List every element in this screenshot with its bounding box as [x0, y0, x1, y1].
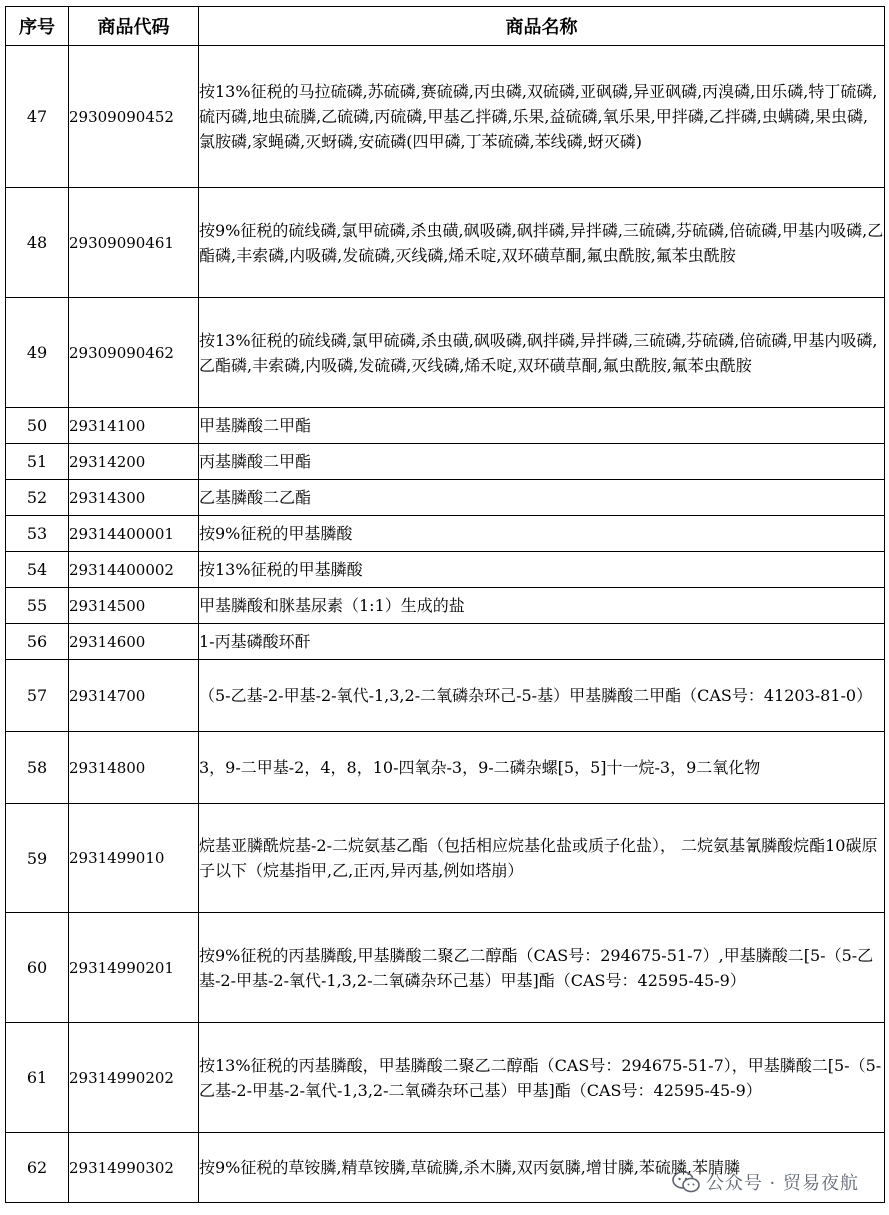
seq-cell: 58 — [6, 732, 69, 804]
name-cell: 甲基膦酸和脒基尿素（1:1）生成的盐 — [199, 588, 885, 624]
name-cell: 按9%征税的甲基膦酸 — [199, 516, 885, 552]
code-cell: 2931499010 — [69, 804, 199, 913]
name-cell: 按9%征税的草铵膦,精草铵膦,草硫膦,杀木膦,双丙氨膦,增甘膦,苯硫膦,苯腈膦 — [199, 1133, 885, 1203]
seq-cell: 50 — [6, 408, 69, 444]
table-row — [6, 624, 885, 660]
code-cell: 29314700 — [69, 660, 199, 732]
name-cell: 1-丙基磷酸环酐 — [199, 624, 885, 660]
watermark — [672, 1169, 859, 1195]
header-name: 商品名称 — [199, 7, 885, 46]
table-row — [6, 516, 885, 552]
name-cell: 甲基膦酸二甲酯 — [199, 408, 885, 444]
seq-cell: 49 — [6, 298, 69, 408]
name-cell: 按13%征税的硫线磷,氯甲硫磷,杀虫磺,砜吸磷,砜拌磷,异拌磷,三硫磷,芬硫磷,倍硫磷,甲基内吸磷,乙酯磷,丰索磷,内吸磷,发硫磷,灭线磷,烯禾啶,双环磺草酮,氟虫酰胺,氟苯虫酰胺 — [199, 298, 885, 408]
watermark-text: 公众号 · 贸易夜航 — [705, 1173, 859, 1194]
table-row — [6, 1023, 885, 1133]
table-row — [6, 46, 885, 188]
name-cell: 烷基亚膦酰烷基-2-二烷氨基乙酯（包括相应烷基化盐或质子化盐）， 二烷氨基氰膦酸烷酯10碳原子以下（烷基指甲,乙,正丙,异丙基,例如塔崩） — [199, 804, 885, 913]
table-row — [6, 732, 885, 804]
code-cell: 29309090461 — [69, 188, 199, 298]
table-row — [6, 660, 885, 732]
table-row — [6, 913, 885, 1023]
name-cell: 乙基膦酸二乙酯 — [199, 480, 885, 516]
name-cell: 按13%征税的甲基膦酸 — [199, 552, 885, 588]
seq-cell: 55 — [6, 588, 69, 624]
name-cell: 3，9-二甲基-2，4，8，10-四氧杂-3，9-二磷杂螺[5，5]十一烷-3，9二氧化物 — [199, 732, 885, 804]
code-cell: 29314500 — [69, 588, 199, 624]
seq-cell: 57 — [6, 660, 69, 732]
code-cell: 29309090462 — [69, 298, 199, 408]
table-row — [6, 480, 885, 516]
seq-cell: 61 — [6, 1023, 69, 1133]
table-row — [6, 298, 885, 408]
seq-cell: 62 — [6, 1133, 69, 1203]
code-cell: 29314300 — [69, 480, 199, 516]
wechat-icon — [672, 1171, 700, 1193]
name-cell: 按13%征税的丙基膦酸，甲基膦酸二聚乙二醇酯（CAS号：294675-51-7），甲基膦酸二[5-（5-乙基-2-甲基-2-氧代-1,3,2-二氧磷杂环己基）甲基]酯（CAS号：42595-45-9） — [199, 1023, 885, 1133]
seq-cell: 53 — [6, 516, 69, 552]
table-header-row — [6, 7, 885, 46]
name-cell: 按13%征税的马拉硫磷,苏硫磷,赛硫磷,丙虫磷,双硫磷,亚砜磷,异亚砜磷,丙溴磷,田乐磷,特丁硫磷,硫丙磷,地虫硫膦,乙硫磷,丙硫磷,甲基乙拌磷,乐果,益硫磷,氧乐果,甲拌磷,乙拌磷,虫螨磷,果虫磷,氯胺磷,家蝇磷,灭蚜磷,安硫磷(四甲磷,丁苯硫磷,苯线磷,蚜灭磷) — [199, 46, 885, 188]
code-cell: 29314400002 — [69, 552, 199, 588]
code-cell: 29314990201 — [69, 913, 199, 1023]
seq-cell: 54 — [6, 552, 69, 588]
table-row — [6, 804, 885, 913]
code-cell: 29314400001 — [69, 516, 199, 552]
name-cell: 按9%征税的丙基膦酸,甲基膦酸二聚乙二醇酯（CAS号：294675-51-7）,甲基膦酸二[5-（5-乙基-2-甲基-2-氧代-1,3,2-二氧磷杂环己基）甲基]酯（CAS号：42595-45-9） — [199, 913, 885, 1023]
table-row — [6, 588, 885, 624]
code-cell: 29314200 — [69, 444, 199, 480]
name-cell: 按9%征税的硫线磷,氯甲硫磷,杀虫磺,砜吸磷,砜拌磷,异拌磷,三硫磷,芬硫磷,倍硫磷,甲基内吸磷,乙酯磷,丰索磷,内吸磷,发硫磷,灭线磷,烯禾啶,双环磺草酮,氟虫酰胺,氟苯虫酰胺 — [199, 188, 885, 298]
code-cell: 29314600 — [69, 624, 199, 660]
table-row — [6, 444, 885, 480]
header-code: 商品代码 — [69, 7, 199, 46]
goods-table — [5, 6, 885, 1203]
seq-cell: 60 — [6, 913, 69, 1023]
header-seq: 序号 — [6, 7, 69, 46]
code-cell: 29309090452 — [69, 46, 199, 188]
seq-cell: 52 — [6, 480, 69, 516]
code-cell: 29314100 — [69, 408, 199, 444]
seq-cell: 56 — [6, 624, 69, 660]
seq-cell: 47 — [6, 46, 69, 188]
seq-cell: 48 — [6, 188, 69, 298]
seq-cell: 59 — [6, 804, 69, 913]
table-row — [6, 552, 885, 588]
table-row — [6, 408, 885, 444]
code-cell: 29314800 — [69, 732, 199, 804]
code-cell: 29314990202 — [69, 1023, 199, 1133]
table-row — [6, 188, 885, 298]
name-cell: 丙基膦酸二甲酯 — [199, 444, 885, 480]
code-cell: 29314990302 — [69, 1133, 199, 1203]
name-cell: （5-乙基-2-甲基-2-氧代-1,3,2-二氧磷杂环己-5-基）甲基膦酸二甲酯（CAS号：41203-81-0） — [199, 660, 885, 732]
seq-cell: 51 — [6, 444, 69, 480]
